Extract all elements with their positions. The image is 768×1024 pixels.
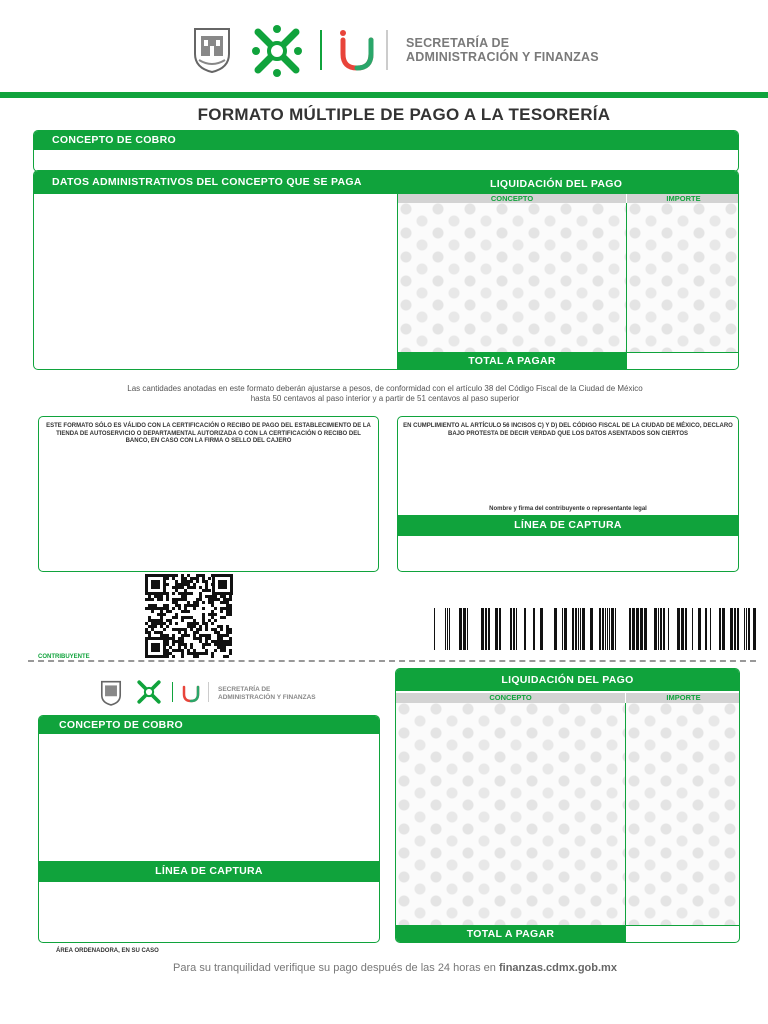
- header-divider: [320, 30, 322, 70]
- barcode-icon: [434, 608, 756, 650]
- coat-of-arms-icon: [192, 26, 232, 74]
- concepto-column-header: CONCEPTO: [398, 194, 626, 203]
- concepto-cobro-box: [33, 130, 739, 172]
- total-pagar-label: TOTAL A PAGAR: [398, 352, 626, 370]
- declaration-box: [397, 416, 739, 572]
- datos-admin-box: [33, 170, 739, 370]
- cdmx-logo-icon: [134, 678, 164, 706]
- bottom-importe-column-header: IMPORTE: [626, 693, 740, 703]
- firma-label: Nombre y firma del contribuyente o representante legal: [489, 506, 647, 512]
- footer-note: Para su tranquilidad verifique su pago después de las 24 horas en finanzas.cdmx.gob.mx: [173, 962, 617, 974]
- area-ordenadora-label: ÁREA ORDENADORA, EN SU CASO: [56, 948, 159, 954]
- bottom-importe-field[interactable]: [626, 703, 740, 925]
- validity-box: [38, 416, 379, 572]
- u-logo-icon: [180, 681, 202, 704]
- liquidacion-area: [397, 194, 739, 370]
- total-pagar-field[interactable]: [627, 352, 739, 370]
- bottom-concepto-cobro-field[interactable]: [39, 734, 379, 861]
- bottom-header-divider: [172, 682, 173, 702]
- liquidacion-label: LIQUIDACIÓN DEL PAGO: [490, 178, 623, 190]
- linea-captura-label: LÍNEA DE CAPTURA: [398, 515, 738, 536]
- bottom-liquidacion-box: [395, 668, 740, 943]
- validity-text: ESTE FORMATO SÓLO ES VÁLIDO CON LA CERTIFICACIÓN O RECIBO DE PAGO DEL ESTABLECIMIENTO DE LA TIENDA DE AUTOSERVICIO O DEPARTAMENTAL AUTORIZADA O CON LA CERTIFICACIÓN O RECIBO DEL BANCO, EN CASO CON LA FIRMA O SELLO DEL CAJERO: [46, 423, 371, 444]
- cut-line: [28, 660, 756, 662]
- bottom-left-box: [38, 715, 380, 943]
- concepto-cobro-label: CONCEPTO DE COBRO: [34, 131, 738, 150]
- bottom-header-logos: [100, 678, 340, 708]
- coat-of-arms-icon: [100, 680, 122, 706]
- secretaria-title: SECRETARÍA DE ADMINISTRACIÓN Y FINANZAS: [406, 36, 599, 64]
- bottom-secretaria-title: SECRETARÍA DE ADMINISTRACIÓN Y FINANZAS: [218, 686, 316, 701]
- header-divider-2: [386, 30, 388, 70]
- bottom-concepto-field[interactable]: [396, 703, 625, 925]
- datos-admin-label: DATOS ADMINISTRATIVOS DEL CONCEPTO QUE SE PAGA: [52, 176, 362, 188]
- concepto-field[interactable]: [398, 203, 626, 352]
- cdmx-logo-icon: [248, 24, 306, 78]
- bottom-total-pagar-field[interactable]: [626, 925, 740, 943]
- importe-column-header: IMPORTE: [627, 194, 739, 203]
- header-logos: [190, 22, 630, 80]
- bottom-concepto-cobro-label: CONCEPTO DE COBRO: [39, 716, 379, 734]
- linea-captura-field[interactable]: [398, 536, 738, 572]
- bottom-concepto-column-header: CONCEPTO: [396, 693, 625, 703]
- rounding-notice: Las cantidades anotadas en este formato deberán ajustarse a pesos, de conformidad con el artículo 38 del Código Fiscal de la Ciudad de México hasta 50 centavos al paso interior y a partir de 51 centavos al paso superior: [127, 384, 643, 403]
- bottom-linea-captura-label: LÍNEA DE CAPTURA: [39, 861, 379, 882]
- concepto-cobro-field[interactable]: [34, 150, 738, 172]
- importe-field[interactable]: [627, 203, 739, 352]
- bottom-total-pagar-label: TOTAL A PAGAR: [396, 925, 625, 943]
- datos-admin-header: [34, 171, 738, 194]
- contribuyente-label: CONTRIBUYENTE: [38, 654, 90, 660]
- page-title: FORMATO MÚLTIPLE DE PAGO A LA TESORERÍA: [197, 105, 611, 124]
- datos-admin-field[interactable]: [34, 194, 396, 370]
- footer-site-link[interactable]: finanzas.cdmx.gob.mx: [498, 962, 617, 974]
- qr-code-icon: [145, 574, 233, 658]
- u-logo-icon: [335, 28, 379, 74]
- firma-field[interactable]: [398, 447, 738, 505]
- bottom-linea-captura-field[interactable]: [39, 882, 379, 942]
- header-green-rule: [0, 92, 768, 98]
- bottom-liquidacion-label: LIQUIDACIÓN DEL PAGO: [396, 669, 739, 691]
- declaration-text: EN CUMPLIMIENTO AL ARTÍCULO 56 INCISOS C) Y D) DEL CÓDIGO FISCAL DE LA CIUDAD DE MÉXICO, DECLARO BAJO PROTESTA DE DECIR VERDAD QUE LOS DATOS ASENTADOS SON CIERTOS: [403, 423, 733, 437]
- bottom-header-divider-2: [208, 682, 209, 702]
